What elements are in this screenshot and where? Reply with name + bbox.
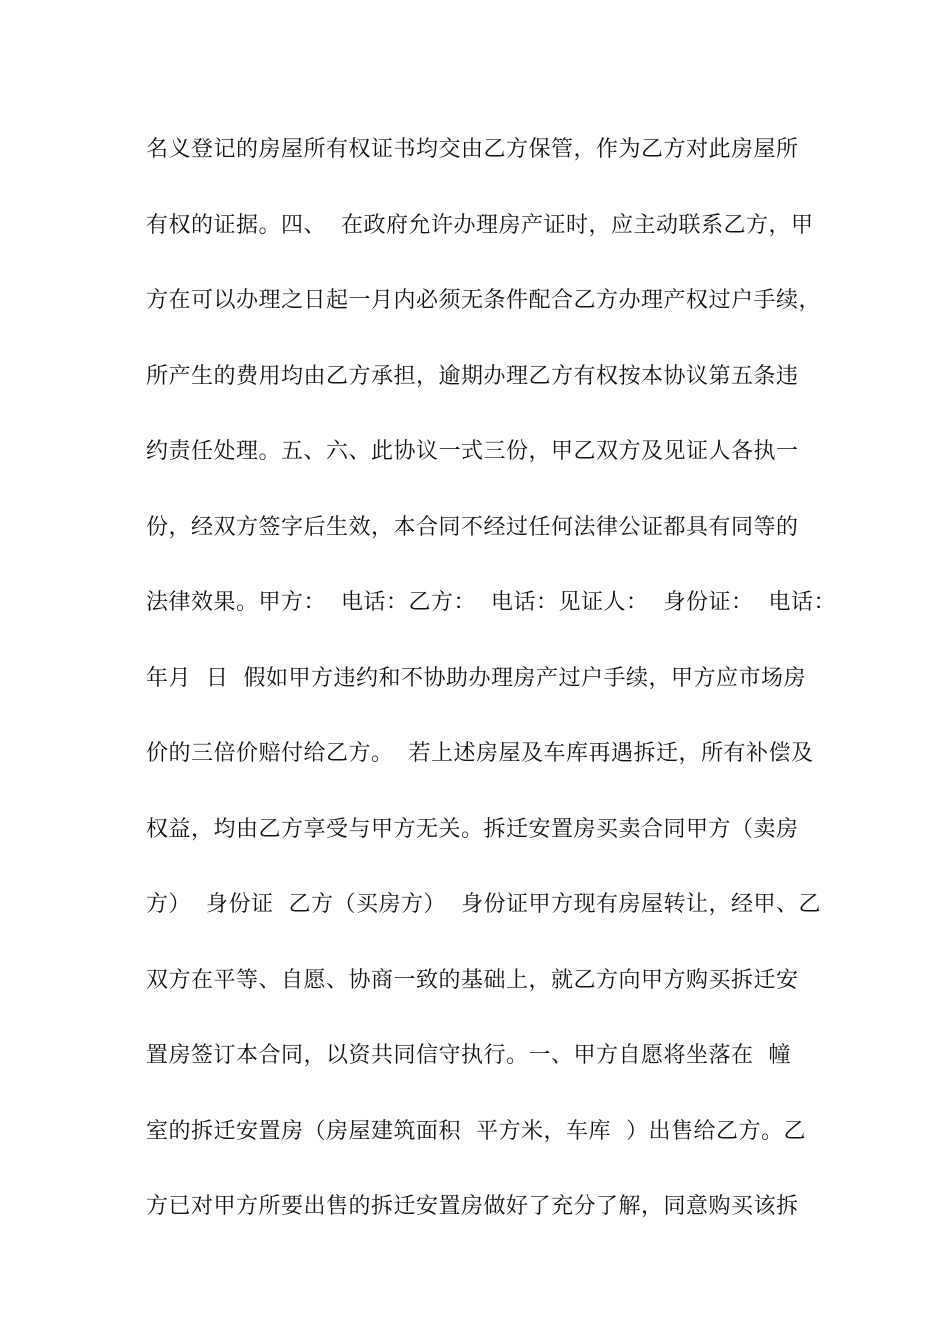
contract-body-text — [146, 130, 836, 1263]
text-line: 有权的证据。四、 在政府允许办理房产证时，应主动联系乙方，甲 — [146, 212, 814, 238]
text-line: 份，经双方签字后生效，本合同不经过任何法律公证都具有同等的 — [146, 514, 799, 540]
text-line: 年月 日 假如甲方违约和不协助办理房产过户手续，甲方应市场房 — [146, 665, 806, 691]
text-line: 法律效果。甲方： 电话：乙方： 电话：见证人： 身份证： 电话： — [146, 590, 836, 615]
text-line: 约责任处理。五、六、此协议一式三份，甲乙双方及见证人各执一 — [146, 439, 799, 464]
text-line: 双方在平等、自愿、协商一致的基础上，就乙方向甲方购买拆迁安 — [146, 967, 799, 993]
text-line: 价的三倍价赔付给乙方。 若上述房屋及车库再遇拆迁，所有补偿及 — [146, 741, 814, 766]
text-line: 室的拆迁安置房（房屋建筑面积 平方米，车库 ）出售给乙方。乙 — [146, 1118, 806, 1144]
text-line: 所产生的费用均由乙方承担，逾期办理乙方有权按本协议第五条违 — [146, 363, 799, 389]
text-line: 方） 身份证 乙方（买房方） 身份证甲方现有房屋转让，经甲、乙 — [146, 892, 821, 917]
text-line: 方在可以办理之日起一月内必须无条件配合乙方办理产权过户手续， — [146, 288, 822, 313]
text-line: 权益，均由乙方享受与甲方无关。拆迁安置房买卖合同甲方（卖房 — [146, 816, 799, 842]
text-line: 方已对甲方所要出售的拆迁安置房做好了充分了解，同意购买该拆 — [146, 1194, 799, 1219]
text-line: 置房签订本合同，以资共同信守执行。一、甲方自愿将坐落在 幢 — [146, 1043, 791, 1068]
text-line: 名义登记的房屋所有权证书均交由乙方保管，作为乙方对此房屋所 — [146, 137, 799, 162]
